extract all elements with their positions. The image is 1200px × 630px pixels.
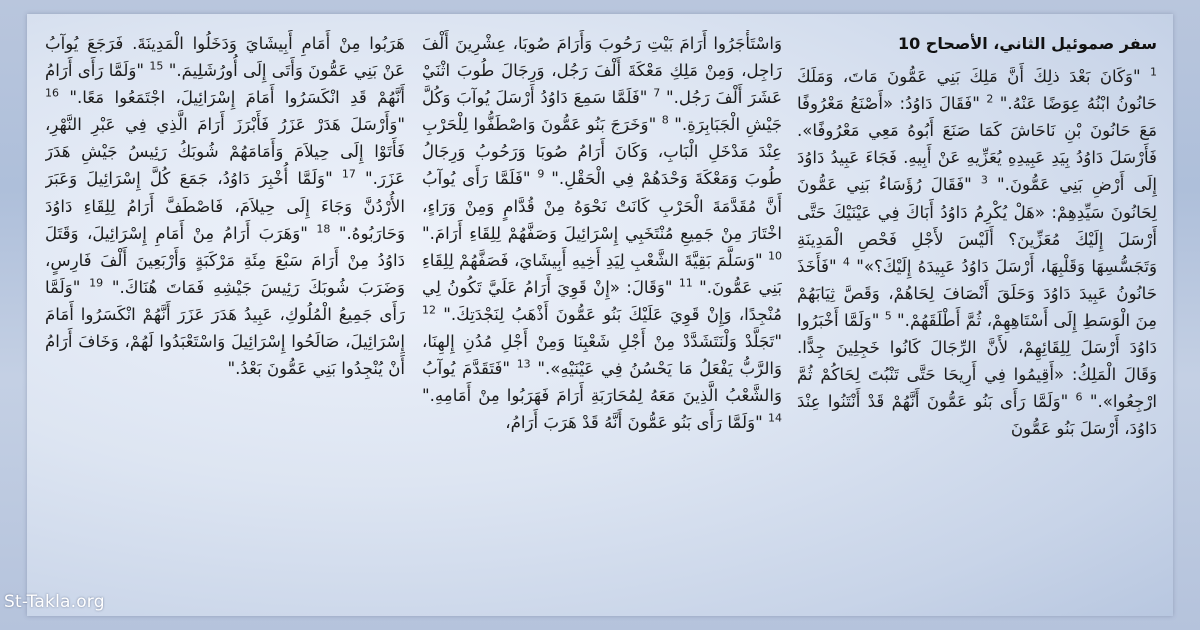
site-watermark: St-Takla.org: [4, 592, 105, 612]
verse-text: "وَلَمَّا رَأَى بَنُو عَمُّونَ أَنَّهُمْ قَدْ أَنْتَنُوا عِنْدَ دَاوُدَ، أَرْسَلَ بَنُو عَمُّونَ: [797, 392, 1157, 439]
verse-text: "فَقَالَ رُؤَسَاءُ بَنِي عَمُّونَ لِحَانُونَ سَيِّدِهِمْ: «هَلْ يُكْرِمُ دَاوُدُ أَبَاكَ فِي عَيْنَيْكَ حَتَّى أَرْسَلَ إِلَيْكَ مُعَزِّينَ؟ أَلَيْسَ لأَجْلِ فَحْصِ الْمَدِينَةِ وَتَجَسُّسِهَا وَقَلْبِهَا، أَرْسَلَ دَاوُدُ عَبِيدَهُ إِلَيْكَ؟»": [797, 175, 1157, 276]
verse-number: 11: [678, 276, 693, 290]
verse: [505, 413, 782, 432]
verse-text: "وَخَرَجَ بَنُو عَمُّونَ وَاصْطَفُّوا لِلْحَرْبِ عِنْدَ مَدْخَلِ الْبَابِ، وَكَانَ أَرَامُ صُوبَا وَرَحُوبُ وَرِجَالُ طُوبَ وَمَعْكَةَ وَحْدَهُمْ فِي الْحَقْلِ.": [422, 115, 782, 189]
verse-text: "فَلَمَّا سَمِعَ دَاوُدُ أَرْسَلَ يُوآبَ وَكُلَّ جَيْشِ الْجَبَابِرَةِ.": [422, 88, 782, 135]
verse-text: "وَلَمَّا رَأَى جَمِيعُ الْمُلُوكِ، عَبِيدُ هَدَرَ عَزَرَ أَنَّهُمْ انْكَسَرُوا أَمَامَ إِسْرَائِيلَ، صَالَحُوا إِسْرَائِيلَ وَاسْتَعْبَدُوا لَهُمْ، وَخَافَ أَرَامُ أَنْ يُنْجِدُوا بَنِي عَمُّونَ بَعْدُ.": [45, 277, 405, 379]
verse-number: 2: [986, 92, 994, 106]
verse-text: "وَكَانَ بَعْدَ ذلِكَ أَنَّ مَلِكَ بَنِي عَمُّونَ مَاتَ، وَمَلَكَ حَانُونُ ابْنُهُ عِوَضًا عَنْهُ.": [797, 67, 1157, 114]
verse-number: 10: [768, 249, 782, 263]
verse-text: "فَتَقَدَّمَ يُوآبُ وَالشَّعْبُ الَّذِينَ مَعَهُ لِمُحَارَبَةِ أَرَامَ فَهَرَبُوا مِنْ أَمَامِهِ.": [422, 359, 782, 406]
verse-text: "وَهَرَبَ أَرَامُ مِنْ أَمَامِ إِسْرَائِيلَ، وَقَتَلَ دَاوُدُ مِنْ أَرَامَ سَبْعَ مِئَةِ مَرْكَبَةٍ وَأَرْبَعِينَ أَلْفَ فَارِسٍ، وَضَرَبَ شُوبَكَ رَئِيسَ جَيْشِهِ فَمَاتَ هُنَاكَ.": [45, 223, 405, 297]
column-middle: [422, 30, 782, 605]
verse-number: 5: [884, 309, 892, 323]
verse-number: 17: [341, 167, 356, 181]
verse-number: 18: [316, 222, 331, 236]
column-left: [45, 30, 405, 605]
verses-middle: [422, 34, 782, 432]
verse-number: 4: [842, 255, 850, 269]
verse-text: هَرَبُوا مِنْ أَمَامِ أَبِيشَايَ وَدَخَلُوا الْمَدِينَةَ. فَرَجَعَ يُوآبُ عَنْ بَنِي عَمُّونَ وَأَتَى إِلَى أُورُشَلِيمَ.": [45, 34, 405, 81]
verse-text: "وَلَمَّا رَأَى أَرَامُ أَنَّهُمْ قَدِ انْكَسَرُوا أَمَامَ إِسْرَائِيلَ، اجْتَمَعُوا مَعًا.": [45, 61, 405, 108]
verse-text: "فَقَالَ دَاوُدُ: «أَصْنَعُ مَعْرُوفًا مَعَ حَانُونَ بْنِ نَاحَاشَ كَمَا صَنَعَ أَبُوهُ مَعِي مَعْرُوفًا». فَأَرْسَلَ دَاوُدُ بِيَدِ عَبِيدِهِ يُعَزِّيهِ عَنْ أَبِيهِ. فَجَاءَ عَبِيدُ دَاوُدَ إِلَى أَرْضِ بَنِي عَمُّونَ.": [797, 94, 1157, 195]
verse-number: 6: [1075, 390, 1083, 404]
verse-number: 19: [89, 276, 104, 290]
verse-text: "وَسَلَّمَ بَقِيَّةَ الشَّعْبِ لِيَدِ أَخِيهِ أَبِيشَايَ، فَصَفَّهُمْ لِلِقَاءِ بَنِي عَمُّونَ.": [422, 250, 782, 297]
verse-number: 9: [537, 167, 545, 181]
verses-left: [45, 34, 405, 378]
verse-number: 8: [661, 113, 669, 127]
verse-text: "وَلَمَّا أُخْبِرَ دَاوُدُ، جَمَعَ كُلَّ إِسْرَائِيلَ وَعَبَرَ الأُرْدُنَّ وَجَاءَ إِلَى حِيلاَمَ، فَاصْطَفَّ أَرَامُ لِلِقَاءِ دَاوُدَ وَحَارَبُوهُ.": [45, 169, 405, 243]
verse-text: "وَقَالَ: «إِنْ قَوِيَ أَرَامُ عَلَيَّ تَكُونُ لِي مُنْجِدًا، وَإِنْ قَوِيَ عَلَيْكَ بَنُو عَمُّونَ أَذْهَبُ لِنَجْدَتِكَ.": [422, 277, 782, 324]
verse-number: 16: [45, 86, 59, 100]
verse-number: 7: [653, 86, 661, 100]
verse-number: 14: [768, 411, 782, 425]
verse-number: 3: [980, 173, 988, 187]
verse-text: "وَأَرْسَلَ هَدَرْ عَزَرُ فَأَبْرَزَ أَرَامَ الَّذِي فِي عَبْرِ النَّهْرِ، فَأَتَوْا إِلَى حِيلاَمَ وَأَمَامَهُمْ شُوبَكُ رَئِيسُ جَيْشِ هَدَرَ عَزَرَ.": [45, 115, 405, 189]
verse-text: "وَلَمَّا أَخْبَرُوا دَاوُدَ أَرْسَلَ لِلِقَائِهِمْ، لأَنَّ الرِّجَالَ كَانُوا خَجِلِينَ جِدًّا. وَقَالَ الْمَلِكُ: «أَقِيمُوا فِي أَرِيحَا حَتَّى تَنْبُتَ لِحَاكُمْ ثُمَّ ارْجِعُوا».": [797, 310, 1157, 412]
verse-text: "فَلَمَّا رَأَى يُوآبُ أَنَّ مُقَدَّمَةَ الْحَرْبِ كَانَتْ نَحْوَهُ مِنْ قُدَّامٍ وَمِنْ وَرَاءٍ، اخْتَارَ مِنْ جَمِيعِ مُنْتَخَبِي إِسْرَائِيلَ وَصَفَّهُمْ لِلِقَاءِ أَرَامَ.": [422, 169, 782, 243]
verses-right: [797, 67, 1157, 438]
verse-text: "فَأَخَذَ حَانُونُ عَبِيدَ دَاوُدَ وَحَلَقَ أَنْصَافَ لِحَاهُمْ، وَقَصَّ ثِيَابَهُمْ مِنَ الْوَسَطِ إِلَى أَسْتَاهِهِمْ، ثُمَّ أَطْلَقَهُمْ.": [797, 256, 1157, 330]
chapter-title: سفر صموئيل الثاني، الأصحاح 10: [897, 34, 1157, 53]
column-right: [797, 30, 1157, 605]
verse-text: وَاسْتَأْجَرُوا أَرَامَ بَيْتِ رَحُوبَ وَأَرَامَ صُوبَا، عِشْرِينَ أَلْفَ رَاجِل، وَمِنْ مَلِكِ مَعْكَةَ أَلْفَ رَجُل، وَرِجَالَ طُوبَ اثْنَيْ عَشَرَ أَلْفَ رَجُل.": [422, 34, 782, 108]
verse-text: "تَجَلَّدْ وَلْنَتَشَدَّدْ مِنْ أَجْلِ شَعْبِنَا وَمِنْ أَجْلِ مُدُنِ إِلهِنَا، وَالرَّبُّ يَفْعَلُ مَا يَحْسُنُ فِي عَيْنَيْهِ».": [422, 332, 782, 379]
verse-text: "وَلَمَّا رَأَى بَنُو عَمُّونَ أَنَّهُ قَدْ هَرَبَ أَرَامُ،: [505, 413, 763, 433]
verse-number: 13: [516, 357, 531, 371]
verse-number: 15: [149, 59, 164, 73]
verse-number: 12: [422, 303, 436, 317]
page-panel: [27, 14, 1173, 616]
verse-number: 1: [1150, 65, 1157, 79]
